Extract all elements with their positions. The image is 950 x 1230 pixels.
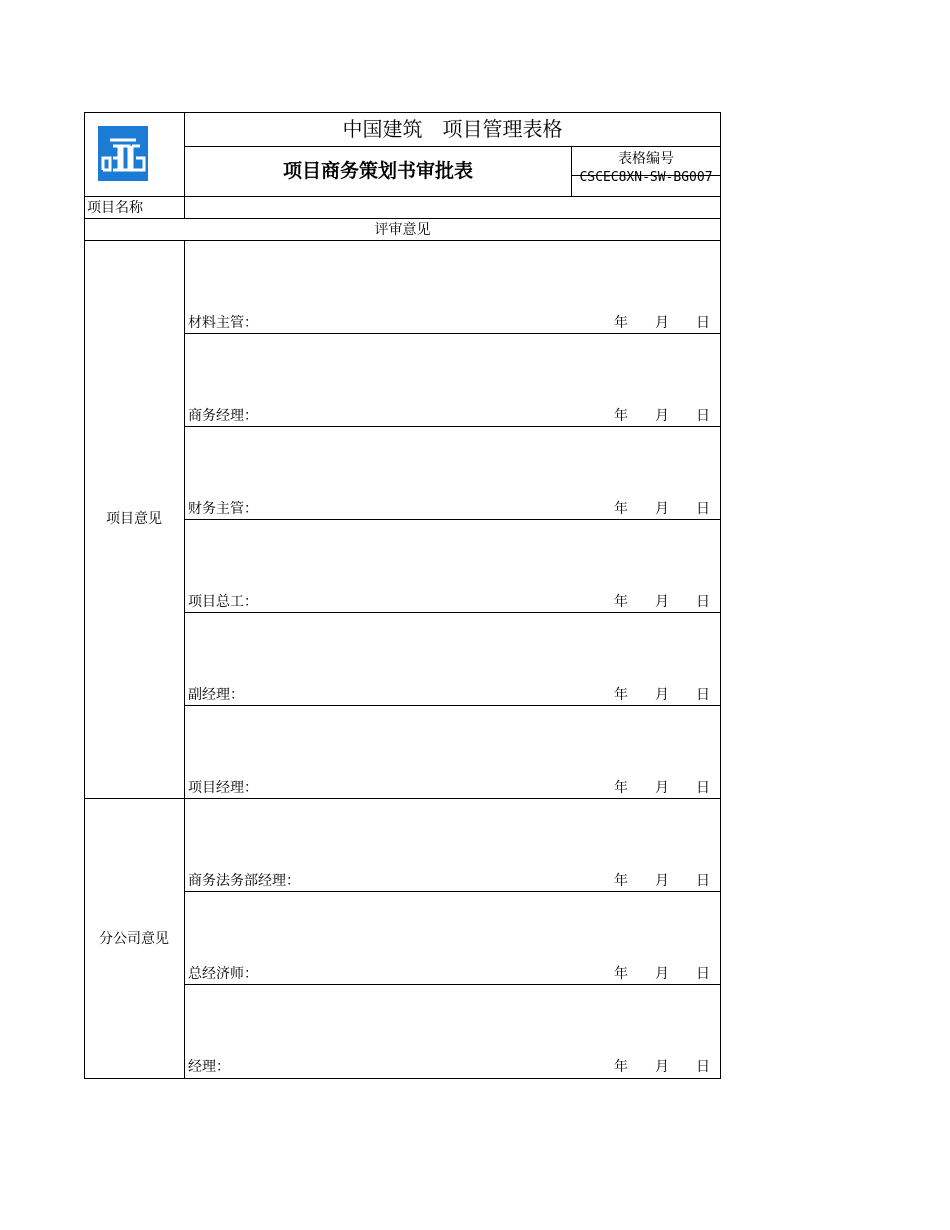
header-bottom-line <box>84 196 721 197</box>
date-day: 日 <box>696 966 710 982</box>
date-month: 月 <box>655 594 669 610</box>
border-top <box>84 112 721 113</box>
section-column-divider <box>184 240 185 1079</box>
section-label-branch: 分公司意见 <box>99 931 169 947</box>
company-logo <box>98 126 148 181</box>
signer-label: 商务法务部经理： <box>188 873 300 889</box>
signer-label: 商务经理： <box>188 408 258 424</box>
section-label-project: 项目意见 <box>106 511 162 527</box>
row-divider <box>184 612 721 613</box>
section-divider <box>84 798 721 799</box>
signer-label: 项目总工： <box>188 594 258 610</box>
date-year: 年 <box>614 687 628 703</box>
date-day: 日 <box>696 594 710 610</box>
date-year: 年 <box>614 780 628 796</box>
signer-label: 财务主管： <box>188 501 258 517</box>
project-name-bottom-line <box>84 218 721 219</box>
row-divider <box>184 891 721 892</box>
date-month: 月 <box>655 315 669 331</box>
date-year: 年 <box>614 315 628 331</box>
signer-label: 项目经理： <box>188 780 258 796</box>
date-day: 日 <box>696 780 710 796</box>
date-month: 月 <box>655 1059 669 1075</box>
border-bottom <box>84 1078 721 1079</box>
cscec-logo-mark <box>98 126 148 181</box>
date-month: 月 <box>655 966 669 982</box>
signer-label: 副经理： <box>188 687 244 703</box>
header-divider <box>184 146 721 147</box>
date-year: 年 <box>614 873 628 889</box>
row-divider <box>184 333 721 334</box>
date-month: 月 <box>655 687 669 703</box>
review-header-bottom-line <box>84 240 721 241</box>
project-name-field[interactable] <box>188 199 718 217</box>
date-day: 日 <box>696 1059 710 1075</box>
row-divider <box>184 519 721 520</box>
date-day: 日 <box>696 315 710 331</box>
row-divider <box>184 984 721 985</box>
signer-label: 总经济师： <box>188 966 258 982</box>
date-day: 日 <box>696 873 710 889</box>
project-name-divider <box>184 196 185 218</box>
date-year: 年 <box>614 501 628 517</box>
date-month: 月 <box>655 873 669 889</box>
date-month: 月 <box>655 501 669 517</box>
row-divider <box>184 426 721 427</box>
form-code-label: 表格编号 <box>618 151 674 167</box>
signer-label: 材料主管： <box>188 315 258 331</box>
date-day: 日 <box>696 408 710 424</box>
date-day: 日 <box>696 687 710 703</box>
date-year: 年 <box>614 1059 628 1075</box>
date-year: 年 <box>614 966 628 982</box>
approval-form <box>84 112 721 1079</box>
date-year: 年 <box>614 594 628 610</box>
date-day: 日 <box>696 501 710 517</box>
date-year: 年 <box>614 408 628 424</box>
row-divider <box>184 705 721 706</box>
border-right <box>720 112 721 1079</box>
form-code-value: CSCEC8XN-SW-BG007 <box>579 170 713 185</box>
project-name-label: 项目名称 <box>87 200 143 216</box>
date-month: 月 <box>655 780 669 796</box>
date-month: 月 <box>655 408 669 424</box>
review-header: 评审意见 <box>374 222 431 238</box>
company-title: 中国建筑 项目管理表格 <box>342 117 563 141</box>
signer-label: 经理： <box>188 1059 230 1075</box>
form-title: 项目商务策划书审批表 <box>282 160 473 182</box>
